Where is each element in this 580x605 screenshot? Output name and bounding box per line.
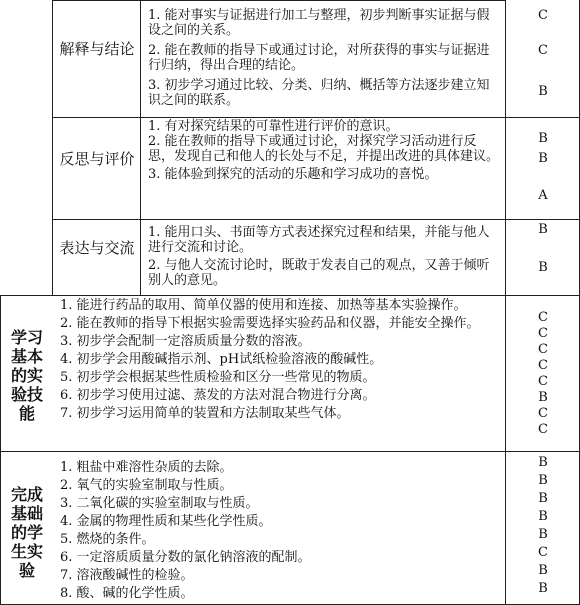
grade-value: C (538, 406, 548, 421)
grade-value: B (538, 581, 548, 596)
category-label: 反思与评价 (59, 150, 135, 168)
item-list (148, 225, 500, 288)
list-item: 5. 初步学会根据某些性质检验和区分一些常见的物质。 (60, 370, 376, 385)
category-cell (57, 239, 137, 257)
list-item: 3. 能体验到探究的活动的乐趣和学习成功的喜悦。 (148, 167, 438, 182)
category-cell (4, 485, 50, 580)
list-item: 7. 初步学习运用简单的装置和方法制取某些气体。 (60, 406, 350, 421)
list-item: 4. 金属的物理性质和某些化学性质。 (60, 514, 272, 529)
list-item: 4. 初步学会用酸碱指示剂、pH试纸检验溶液的酸碱性。 (60, 352, 383, 367)
grade-column (531, 455, 555, 600)
grade-column (531, 8, 555, 108)
grade-value: A (538, 188, 548, 203)
category-label: 学习基本的实验技能 (10, 328, 43, 423)
grade-value: C (538, 43, 548, 58)
grade-value: B (538, 222, 548, 237)
grade-value: B (538, 260, 548, 275)
item-list (148, 119, 500, 182)
grade-value: B (538, 473, 548, 488)
list-item: 6. 一定溶质质量分数的氯化钠溶液的配制。 (60, 550, 311, 565)
grade-value: C (538, 342, 548, 357)
grade-value: B (538, 491, 548, 506)
list-item: 1. 能对事实与证据进行加工与整理，初步判断事实证据与假设之间的关系。 (148, 8, 490, 38)
list-item: 1. 能进行药品的取用、简单仪器的使用和连接、加热等基本实验操作。 (60, 298, 467, 313)
grade-column (531, 131, 555, 211)
list-item: 5. 燃烧的条件。 (60, 532, 155, 547)
item-list (148, 8, 500, 108)
list-item: 2. 能在教师的指导下或通过讨论，对探究学习活动进行反思，发现自己和他人的长处与不足，并提出改进的具体建议。 (148, 134, 500, 164)
list-item: 7. 溶液酸碱性的检验。 (60, 568, 194, 583)
grade-value: B (538, 84, 548, 99)
category-label: 解释与结论 (59, 40, 135, 58)
grade-value: C (538, 422, 548, 437)
list-item: 6. 初步学习使用过滤、蒸发的方法对混合物进行分离。 (60, 388, 376, 403)
category-cell (4, 328, 50, 423)
grade-value: C (538, 545, 548, 560)
category-label: 表达与交流 (59, 239, 135, 257)
list-item: 3. 二氧化碳的实验室制取与性质。 (60, 496, 259, 511)
list-item: 2. 能在教师的指导下或通过讨论，对所获得的事实与证据进行归纳，得出合理的结论。 (148, 43, 490, 73)
item-list (60, 298, 500, 421)
grade-value: C (538, 326, 548, 341)
list-item: 1. 粗盐中难溶性杂质的去除。 (60, 460, 233, 475)
grade-value: B (538, 509, 548, 524)
category-cell (57, 150, 137, 168)
list-item: 1. 能用口头、书面等方式表述探究过程和结果，并能与他人进行交流和讨论。 (148, 225, 490, 255)
item-list (60, 460, 500, 601)
grade-column (531, 310, 555, 445)
list-item: 3. 初步学习通过比较、分类、归纳、概括等方法逐步建立知识之间的联系。 (148, 78, 490, 108)
list-item: 3. 初步学会配制一定溶质质量分数的溶液。 (60, 334, 311, 349)
list-item: 2. 氧气的实验室制取与性质。 (60, 478, 233, 493)
grade-value: B (538, 563, 548, 578)
grade-value: B (538, 390, 548, 405)
grade-value: C (538, 310, 548, 325)
grade-value: C (538, 374, 548, 389)
grade-value: B (538, 527, 548, 542)
list-item: 2. 能在教师的指导下根据实验需要选择实验药品和仪器，并能安全操作。 (60, 316, 480, 331)
grade-value: C (538, 8, 548, 23)
list-item: 1. 有对探究结果的可靠性进行评价的意识。 (148, 119, 399, 134)
grade-value: B (538, 151, 548, 166)
grade-value: C (538, 358, 548, 373)
grade-column (531, 222, 555, 292)
category-label: 完成基础的学生实验 (10, 485, 43, 580)
grade-value: B (538, 455, 548, 470)
grade-value: B (538, 131, 548, 146)
list-item: 8. 酸、碱的化学性质。 (60, 586, 194, 601)
list-item: 2. 与他人交流讨论时，既敢于发表自己的观点，又善于倾听别人的意见。 (148, 258, 490, 288)
category-cell (57, 40, 137, 58)
